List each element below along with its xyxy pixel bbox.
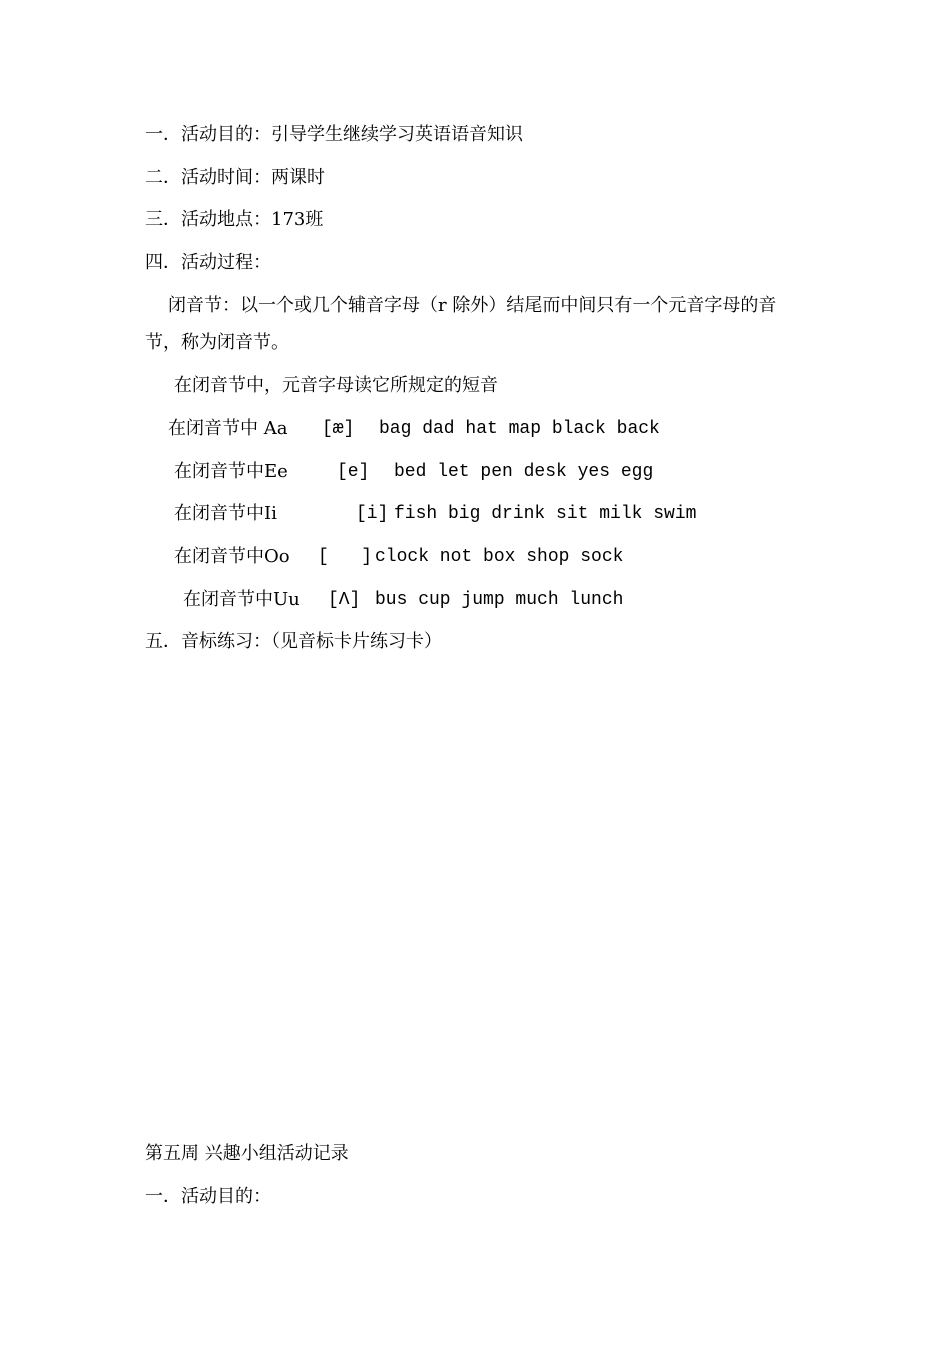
closed-syllable-definition-line2: 节，称为闭音节。: [145, 332, 289, 353]
week-five-activity-purpose: 一．活动目的：: [145, 1186, 271, 1207]
activity-process: 四．活动过程：: [145, 252, 271, 273]
vowel-example-words: bus cup jump much lunch: [375, 590, 624, 610]
vowel-prefix: 在闭音节中Ee: [174, 461, 288, 482]
activity-purpose: 一．活动目的：引导学生继续学习英语语音知识: [145, 124, 523, 145]
vowel-symbol: [ ]: [318, 547, 373, 567]
vowel-example-words: bag dad hat map black back: [379, 419, 660, 439]
activity-time: 二．活动时间：两课时: [145, 167, 325, 188]
closed-syllable-definition-line1: 闭音节：以一个或几个辅音字母（r 除外）结尾而中间只有一个元音字母的音: [168, 295, 777, 316]
vowel-prefix: 在闭音节中Uu: [183, 589, 300, 610]
closed-syllable-rule: 在闭音节中，元音字母读它所规定的短音: [174, 375, 498, 396]
vowel-symbol: [æ]: [322, 419, 355, 439]
vowel-prefix: 在闭音节中Ii: [174, 503, 277, 524]
vowel-example-words: clock not box shop sock: [375, 547, 624, 567]
activity-place: 三．活动地点：173班: [145, 209, 324, 230]
vowel-prefix: 在闭音节中 Aa: [168, 418, 288, 439]
vowel-example-words: bed let pen desk yes egg: [394, 462, 654, 482]
vowel-prefix: 在闭音节中Oo: [174, 546, 290, 567]
vowel-example-words: fish big drink sit milk swim: [394, 504, 697, 524]
vowel-symbol: [i]: [356, 504, 389, 524]
vowel-symbol: [e]: [337, 462, 370, 482]
phonetic-practice: 五．音标练习：（见音标卡片练习卡）: [145, 631, 442, 652]
vowel-symbol: [Λ]: [328, 590, 361, 610]
week-five-heading: 第五周 兴趣小组活动记录: [145, 1143, 349, 1164]
